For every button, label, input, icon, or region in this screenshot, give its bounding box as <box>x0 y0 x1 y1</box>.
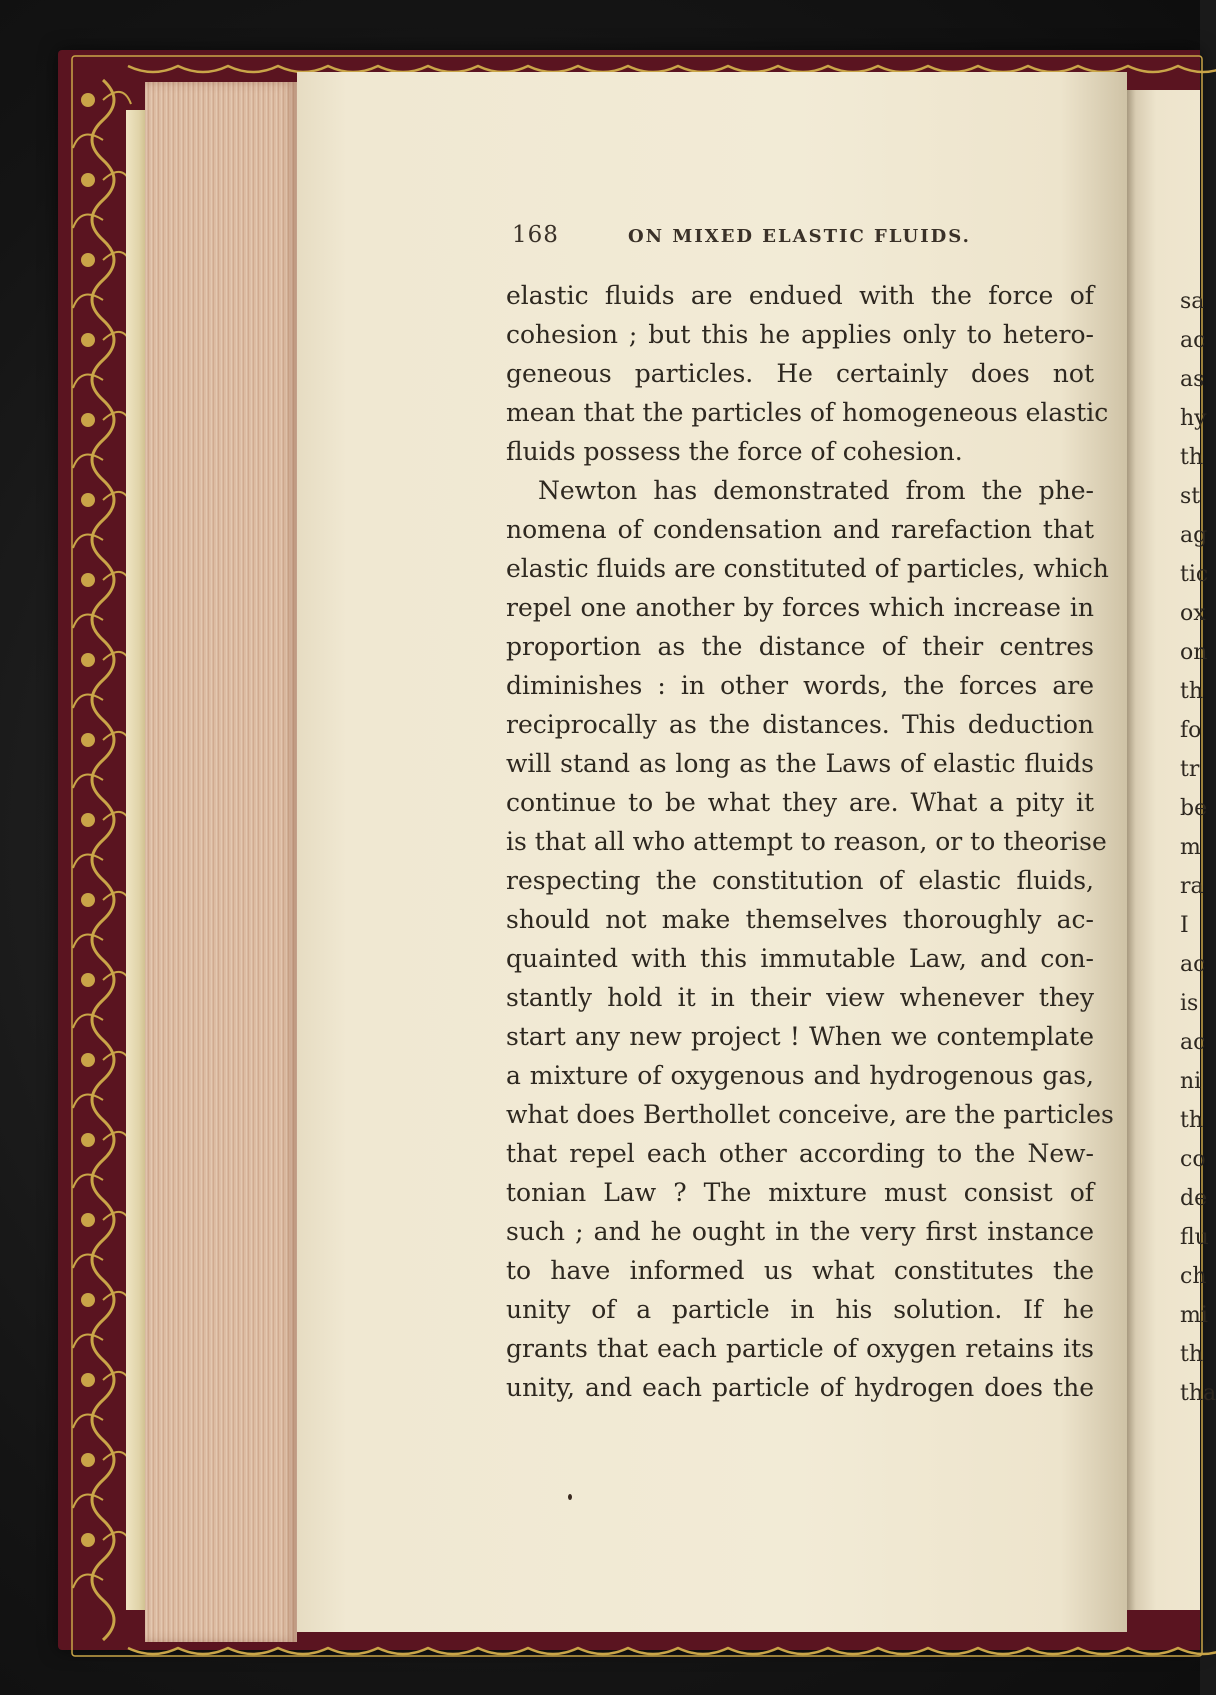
text-line: continue to be what they are. What a pity it <box>506 788 1094 817</box>
facing-page-text-fragments <box>1180 282 1216 1413</box>
running-head-title: ON MIXED ELASTIC FLUIDS. <box>628 226 971 247</box>
text-line: geneous particles. He certainly does not <box>506 359 1094 388</box>
facing-page-fragment: ac <box>1180 952 1206 977</box>
facing-page-fragment: de <box>1180 1186 1208 1211</box>
facing-page-fragment: hy <box>1180 406 1207 431</box>
text-line: start any new project ! When we contemplate <box>506 1022 1094 1051</box>
facing-page-fragment: sa <box>1180 289 1205 314</box>
facing-page-fragment: tic <box>1180 562 1209 587</box>
text-line: such ; and he ought in the very first instance <box>506 1217 1094 1246</box>
facing-page-fragment: mi <box>1180 1303 1208 1328</box>
facing-page-fragment: I <box>1180 913 1189 938</box>
running-head <box>512 222 1092 252</box>
facing-page-fragment: on <box>1180 640 1208 665</box>
text-line: that repel each other according to the New- <box>506 1139 1094 1168</box>
facing-page-fragment: co <box>1180 1147 1206 1172</box>
text-line: proportion as the distance of their centres <box>506 632 1094 661</box>
text-line: repel one another by forces which increase in <box>506 593 1094 622</box>
text-line: elastic fluids are constituted of particles, which <box>506 554 1109 583</box>
facing-page-fragment: ni <box>1180 1069 1202 1094</box>
facing-page-fragment: fo <box>1180 718 1202 743</box>
page-body-text <box>506 276 1114 1407</box>
text-line: stantly hold it in their view whenever they <box>506 983 1094 1012</box>
text-line: respecting the constitution of elastic fluids, <box>506 866 1094 895</box>
facing-page-fragment: flu <box>1180 1225 1209 1250</box>
page-number: 168 <box>512 222 559 248</box>
facing-page-fragment: st <box>1180 484 1201 509</box>
text-line: tonian Law ? The mixture must consist of <box>506 1178 1094 1207</box>
facing-page-fragment: ac <box>1180 1030 1206 1055</box>
facing-page-fragment: is <box>1180 991 1199 1016</box>
text-line: nomena of condensation and rarefaction that <box>506 515 1094 544</box>
text-line: Newton has demonstrated from the phe- <box>538 476 1094 505</box>
text-line: diminishes : in other words, the forces are <box>506 671 1094 700</box>
text-line: will stand as long as the Laws of elastic fluids <box>506 749 1094 778</box>
text-line: reciprocally as the distances. This deduction <box>506 710 1094 739</box>
text-line: is that all who attempt to reason, or to theorise <box>506 827 1107 856</box>
facing-page-fragment: tr <box>1180 757 1200 782</box>
text-line: cohesion ; but this he applies only to hetero- <box>506 320 1094 349</box>
text-line: quainted with this immutable Law, and con- <box>506 944 1094 973</box>
facing-page-fragment: th <box>1180 445 1204 470</box>
text-line: mean that the particles of homogeneous elastic <box>506 398 1109 427</box>
text-line: what does Berthollet conceive, are the particles <box>506 1100 1114 1129</box>
facing-page-fragment: th <box>1180 1342 1204 1367</box>
text-line: to have informed us what constitutes the <box>506 1256 1094 1285</box>
facing-page-fragment: ac <box>1180 328 1206 353</box>
text-line: unity of a particle in his solution. If he <box>506 1295 1094 1324</box>
facing-page-fragment: ra <box>1180 874 1204 899</box>
text-line: unity, and each particle of hydrogen does the <box>506 1373 1094 1402</box>
facing-page-fragment: as <box>1180 367 1205 392</box>
facing-page-fragment: ag <box>1180 523 1208 548</box>
facing-page-fragment: be <box>1180 796 1208 821</box>
text-line: fluids possess the force of cohesion. <box>506 437 963 466</box>
page-block-edge <box>145 82 297 1642</box>
facing-page-fragment: tha <box>1180 1381 1216 1406</box>
facing-page-fragment: th <box>1180 1108 1204 1133</box>
facing-page-fragment: m <box>1180 835 1201 860</box>
facing-page-fragment: th <box>1180 679 1204 704</box>
text-line: grants that each particle of oxygen retains its <box>506 1334 1094 1363</box>
facing-page-fragment: ch <box>1180 1264 1207 1289</box>
text-line: elastic fluids are endued with the force of <box>506 281 1094 310</box>
paper-speck <box>568 1494 572 1500</box>
facing-page-fragment: ox <box>1180 601 1206 626</box>
text-line: should not make themselves thoroughly ac- <box>506 905 1094 934</box>
text-line: a mixture of oxygenous and hydrogenous gas, <box>506 1061 1094 1090</box>
